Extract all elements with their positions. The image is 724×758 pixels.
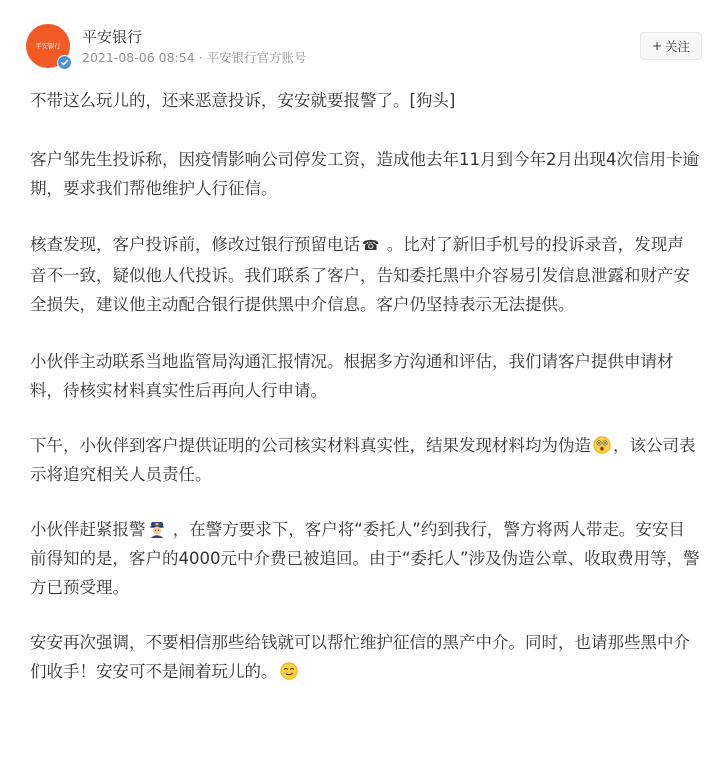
paragraph-4: 小伙伴主动联系当地监管局沟通汇报情况。根据多方沟通和评估，我们请客户提供申请材料，待核实材料真实性后再向人行申请。 [30,352,674,400]
police-officer-icon [148,518,166,536]
avatar[interactable] [26,24,70,68]
paragraph-7: 安安再次强调，不要相信那些给钱就可以帮忙维护征信的黑产中介。同时，也请那些黑中介们收手！安安可不是闹着玩儿的。 [30,633,690,681]
paragraph-3: 核查发现，客户投诉前，修改过银行预留电话 ☎ 。比对了新旧手机号的投诉录音，发现声音不一致，疑似他人代投诉。我们联系了客户，告知委托黑中介容易引发信息泄露和财产安全损失，建议他主动配合银行提供黑中介信息。客户仍坚持表示无法提供。 [30,230,700,319]
plus-icon: + [651,39,663,53]
paragraph-6: 小伙伴赶紧报警 ，在警方要求下，客户将“委托人”约到我行，警方将两人带走。安安目前得知的是，客户的4000元中介费已被追回。由于“委托人”涉及伪造公章、收取费用等，警方已预受理。 [30,520,700,597]
phone-icon: ☎ [362,238,380,254]
author-name[interactable]: 平安银行 [82,28,143,46]
paragraph-5: 下午，小伙伴到客户提供证明的公司核实材料真实性，结果发现材料均为伪造 ，该公司表示将追究相关人员责任。 [30,436,696,484]
shocked-face-icon [593,434,611,452]
paragraph-2: 客户邹先生投诉称，因疫情影响公司停发工资，造成他去年11月到今年2月出现4次信用卡逾期，要求我们帮他维护人行征信。 [30,150,699,198]
follow-label: 关注 [665,39,691,54]
smirk-face-icon [280,660,298,678]
avatar-logo: 平安银行 [35,42,61,50]
follow-button[interactable] [640,32,702,60]
post-header [0,0,724,80]
paragraph-1: 不带这么玩儿的，还来恶意投诉，安安就要报警了。[狗头] [30,91,456,110]
verified-badge-icon [57,55,72,70]
post-content [30,86,700,714]
post-meta: 2021-08-06 08:54 · 平安银行官方账号 [82,50,307,65]
